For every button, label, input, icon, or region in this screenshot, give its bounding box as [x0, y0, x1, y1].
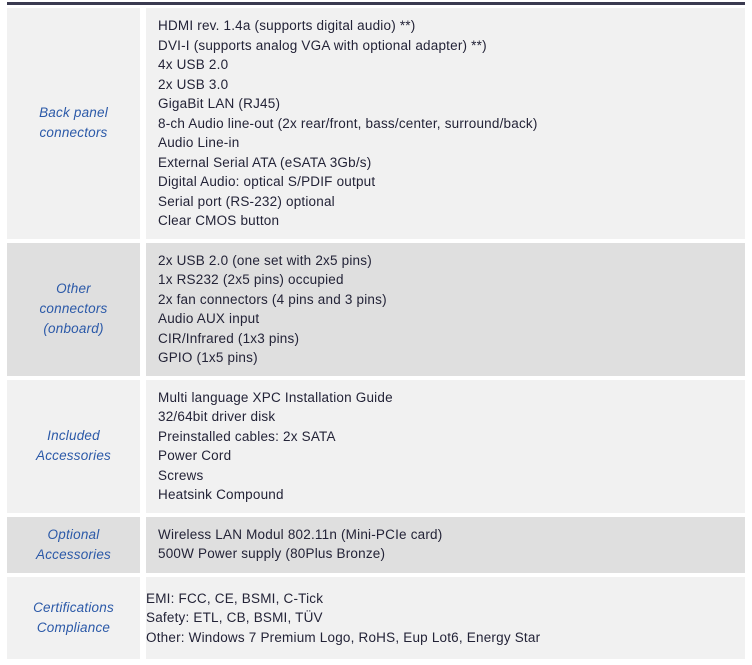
- spec-item: 2x fan connectors (4 pins and 3 pins): [158, 291, 387, 307]
- spec-item: Audio AUX input: [158, 311, 260, 326]
- spec-item: Power Cord: [158, 448, 232, 463]
- spec-item: Serial port (RS-232) optional: [158, 193, 335, 209]
- spec-row-certifications-compliance: [7, 577, 745, 660]
- spec-item: Audio Line-in: [158, 135, 240, 150]
- spec-item: Preinstalled cables: 2x SATA: [158, 428, 336, 444]
- row-label-line: Other: [56, 281, 91, 296]
- spec-item: Multi language XPC Installation Guide: [158, 389, 393, 405]
- row-values-back-panel-connectors: [146, 8, 745, 239]
- spec-item: EMI: FCC, CE, BSMI, C-Tick: [146, 590, 324, 606]
- row-label-line: Optional: [47, 526, 100, 542]
- row-label-line: Back panel: [39, 105, 108, 121]
- spec-table: [7, 8, 745, 659]
- row-label-optional-accessories: [7, 517, 140, 573]
- row-values-included-accessories: [146, 380, 745, 513]
- spec-row-back-panel-connectors: [7, 8, 745, 239]
- spec-row-included-accessories: [7, 380, 745, 513]
- spec-item: 8-ch Audio line-out (2x rear/front, bass/center, surround/back): [158, 115, 538, 131]
- spec-row-optional-accessories: [7, 517, 745, 573]
- spec-item: Digital Audio: optical S/PDIF output: [158, 174, 376, 189]
- spec-item: DVI-I (supports analog VGA with optional adapter) **): [158, 37, 487, 53]
- row-values-certifications-compliance: [146, 577, 745, 660]
- row-label-line: connectors: [39, 125, 108, 141]
- row-label-line: Certifications: [33, 599, 114, 615]
- row-label-line: Accessories: [36, 448, 111, 463]
- row-label-other-connectors: [7, 243, 140, 376]
- spec-item: 500W Power supply (80Plus Bronze): [158, 546, 386, 561]
- row-label-line: connectors: [39, 301, 108, 316]
- spec-row-other-connectors: [7, 243, 745, 376]
- spec-item: GPIO (1x5 pins): [158, 350, 258, 365]
- row-label-line: Included: [47, 428, 100, 443]
- row-label-included-accessories: [7, 380, 140, 513]
- spec-item: 2x USB 2.0 (one set with 2x5 pins): [158, 252, 372, 268]
- spec-item: Screws: [158, 467, 204, 483]
- spec-item: 32/64bit driver disk: [158, 409, 276, 424]
- spec-item: Wireless LAN Modul 802.11n (Mini-PCIe card): [158, 526, 443, 542]
- row-label-line: (onboard): [43, 321, 104, 336]
- spec-item: Other: Windows 7 Premium Logo, RoHS, Eup Lot6, Energy Star: [146, 629, 541, 645]
- row-values-other-connectors: [146, 243, 745, 376]
- row-label-certifications-compliance: [7, 577, 140, 660]
- row-label-line: Compliance: [36, 619, 111, 635]
- spec-item: GigaBit LAN (RJ45): [158, 96, 281, 111]
- row-label-line: Accessories: [36, 546, 111, 562]
- table-top-border: [7, 2, 745, 5]
- row-label-back-panel-connectors: [7, 8, 140, 239]
- spec-item: 2x USB 3.0: [158, 76, 229, 92]
- spec-item: 1x RS232 (2x5 pins) occupied: [158, 272, 344, 287]
- spec-item: 4x USB 2.0: [158, 57, 229, 72]
- spec-item: HDMI rev. 1.4a (supports digital audio) **): [158, 18, 416, 33]
- spec-item: Safety: ETL, CB, BSMI, TÜV: [146, 610, 323, 625]
- spec-item: Clear CMOS button: [158, 213, 280, 228]
- spec-item: CIR/Infrared (1x3 pins): [158, 330, 300, 346]
- row-values-optional-accessories: [146, 517, 745, 573]
- spec-item: External Serial ATA (eSATA 3Gb/s): [158, 154, 372, 170]
- spec-item: Heatsink Compound: [158, 487, 284, 502]
